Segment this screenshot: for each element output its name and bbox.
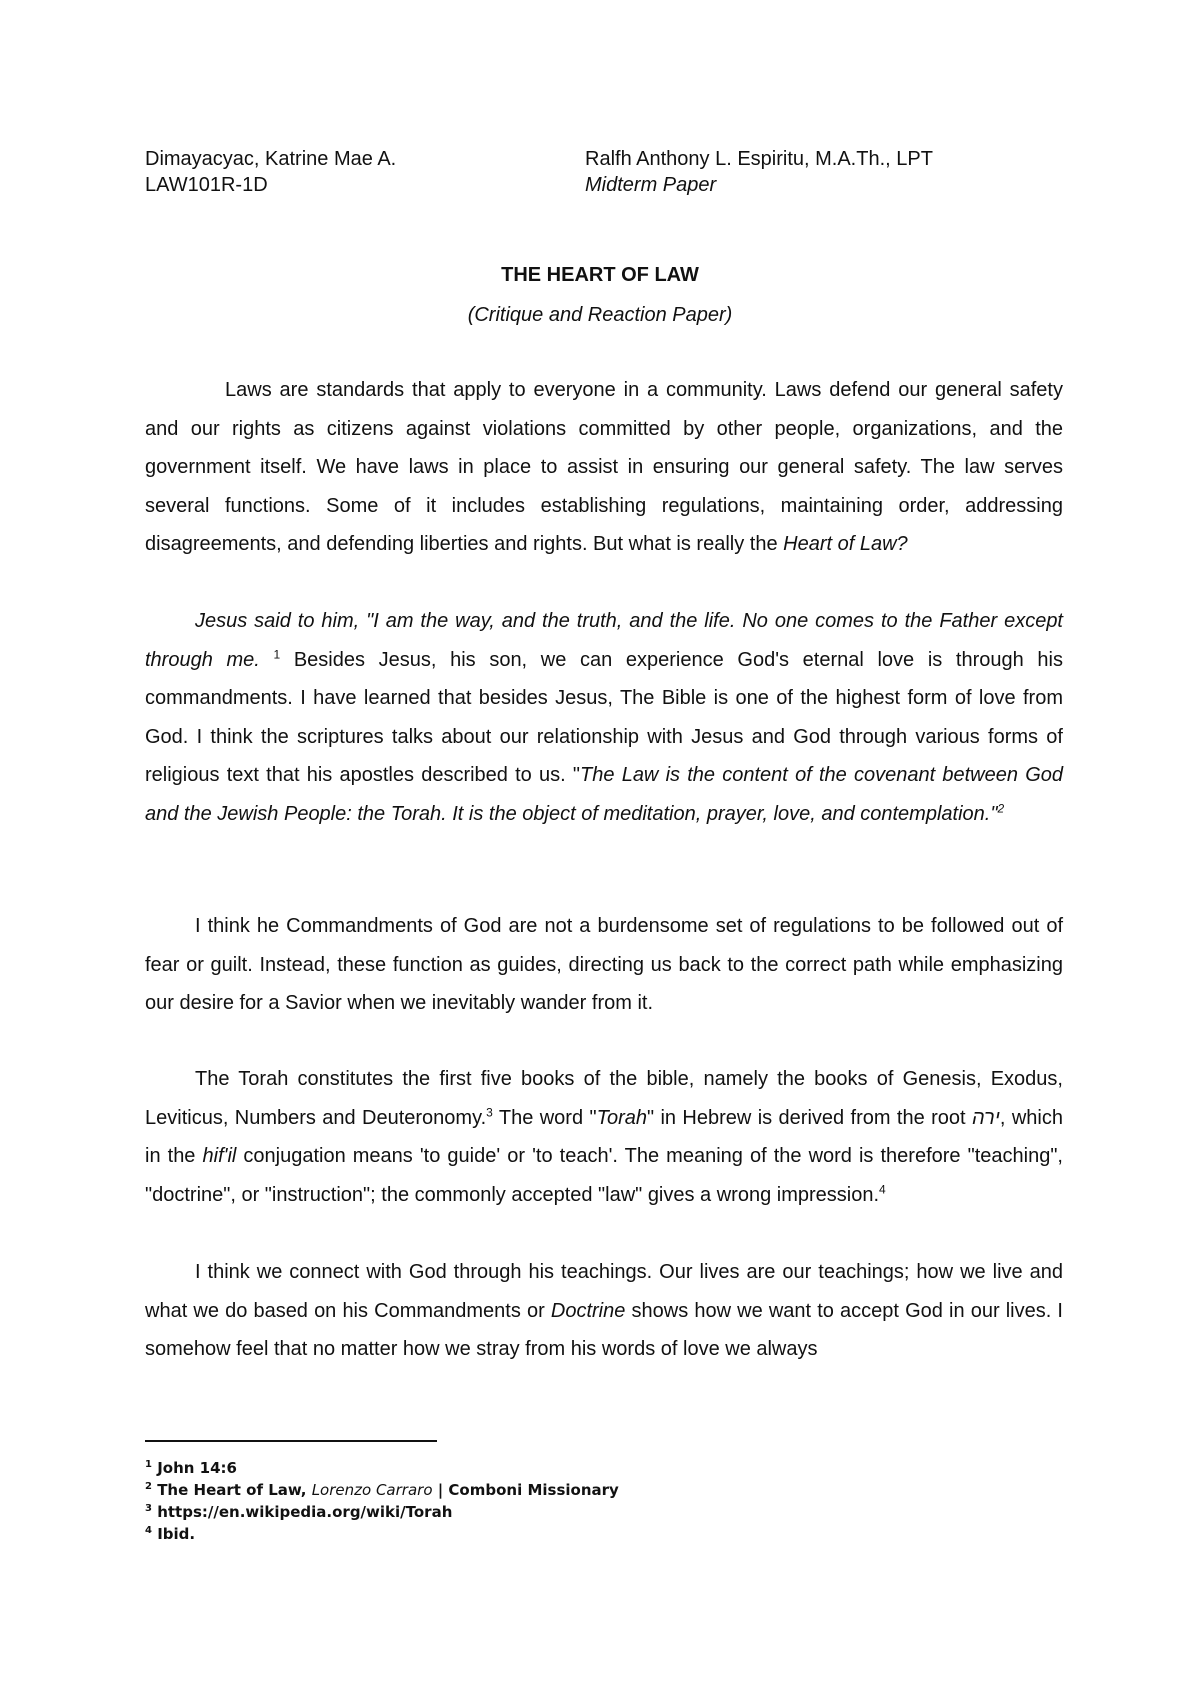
footnotes [145,1457,619,1545]
course-code: LAW101R-1D [145,174,268,196]
instructor-name: Ralfh Anthony L. Espiritu, M.A.Th., LPT [585,148,933,170]
doctrine-term: Doctrine [550,1299,626,1322]
paragraph-scripture [145,602,1063,833]
footnote-author: Lorenzo Carraro [311,1481,433,1499]
footnote-number: 2 [145,1481,152,1492]
paragraph-emphasis: Heart of Law? [783,533,908,555]
paragraph-text: shows how we want to accept God in our lives. I somehow feel that no matter how we stray from his words of love we always [145,1299,1063,1360]
instructor-info [585,146,933,198]
page-title: THE HEART OF LAW [501,264,699,286]
paragraph-intro [145,371,1063,564]
page-subtitle: (Critique and Reaction Paper) [467,304,733,326]
paragraph-torah [145,1060,1063,1214]
paragraph-text: The Torah constitutes the first five books of the bible, namely the books of Genesis, Exodus, Leviticus, Numbers and Deuteronomy. [145,1068,1063,1129]
footnote-text: John 14:6 [157,1459,237,1477]
paragraph-teachings [145,1253,1063,1369]
paragraph-commandments [145,907,1063,1023]
scripture-quote: Jesus said to him, "I am the way, and the truth, and the life. No one comes to the Father except through me. [145,610,1063,671]
footnote-ref-2: 2 [997,800,1005,815]
torah-term: Torah [596,1106,647,1129]
footnote-ref-1: 1 [273,646,281,661]
paragraph-text: " in Hebrew is derived from the root [646,1106,972,1129]
torah-quote: The Law is the content of the covenant between God and the Jewish People: the Torah. It is the object of meditation, prayer, love, and contemplation." [145,764,1063,825]
student-name: Dimayacyac, Katrine Mae A. [145,148,397,170]
footnote-text: Ibid. [157,1525,196,1543]
hebrew-root: ירה [971,1106,1000,1129]
paper-type: Midterm Paper [585,174,717,196]
footnote-number: 3 [145,1503,152,1514]
paragraph-text: The word " [492,1106,597,1129]
footnote-text: The Heart of Law, [157,1481,312,1499]
paragraph-text: I think we connect with God through his teachings. Our lives are our teachings; how we live and what we do based on his Commandments or [145,1261,1063,1322]
paragraph-text: Besides Jesus, his son, we can experience God's eternal love is through his commandments. I have learned that besides Jesus, The Bible is one of the highest form of love from God. I think the scriptures talks about our relationship with Jesus and God through various forms of religious text that his apostles described to us. " [145,648,1063,786]
student-info [145,146,396,198]
footnote-link[interactable]: https://en.wikipedia.org/wiki/Torah [157,1503,453,1521]
footnote-number: 4 [145,1525,152,1536]
footnote-3 [145,1501,619,1523]
paragraph-text: conjugation means 'to guide' or 'to teach'. The meaning of the word is therefore "teaching", "doctrine", or "instruction"; the commonly accepted "law" gives a wrong impression. [145,1145,1063,1206]
footnote-ref-4: 4 [879,1181,886,1196]
footnote-text: | Comboni Missionary [432,1481,619,1499]
footnote-1 [145,1457,619,1479]
footnote-2 [145,1479,619,1501]
footnote-4 [145,1523,619,1545]
hifil-term: hif'il [202,1145,237,1167]
footnote-ref-3: 3 [486,1104,493,1119]
paragraph-text: , which in the [145,1106,1063,1167]
footnote-number: 1 [145,1459,152,1470]
footnote-divider [145,1440,437,1442]
paragraph-text: I think he Commandments of God are not a burdensome set of regulations to be followed out of fear or guilt. Instead, these function as guides, directing us back to the correct path while emphasizing our desire for a Savior when we inevitably wander from it. [145,915,1063,1014]
paragraph-text: Laws are standards that apply to everyone in a community. Laws defend our general safety and our rights as citizens against violations committed by other people, organizations, and the government itself. We have laws in place to assist in ensuring our general safety. The law serves several functions. Some of it includes establishing regulations, maintaining order, addressing disagreements, and defending liberties and rights. But what is really the [145,379,1063,555]
